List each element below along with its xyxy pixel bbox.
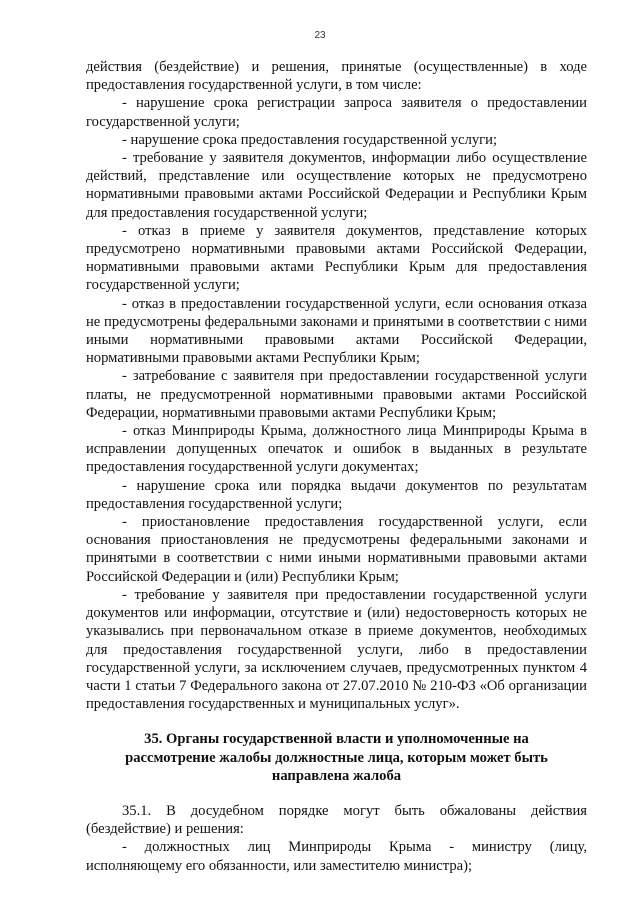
list-item-issuance-violation: - нарушение срока или порядка выдачи документов по результатам предоставления государственной услуги; (86, 477, 587, 512)
list-item-deadline-violation: - нарушение срока предоставления государственной услуги; (122, 131, 498, 148)
list-item-missing-documents-demand: - требование у заявителя при предоставлении государственной услуги документов или информации, отсутствие и (или) недостоверность которых не указывались при первоначальном отказе в приеме документов, необходимых для предоставления государственной услуги, либо в предоставлении государственной услуги, за исключением случаев, предусмотренных пунктом 4 части 1 статьи 7 Федерального закона от 27.07.2010 № 210-ФЗ «Об организации предоставления государственных и муниципальных услуг». (86, 586, 587, 713)
list-item-refusal-of-service: - отказ в предоставлении государственной услуги, если основания отказа не предусмотрены федеральными законами и принятыми в соответствии с ними иными нормативными правовыми актами Российской Федерации, нормативными правовыми актами Республики Крым; (86, 295, 587, 367)
list-item-extra-documents-demand: - требование у заявителя документов, информации либо осуществление действий, представление или осуществление которых не предусмотрено нормативными правовыми актами Российской Федерации и Республики Крым для предоставления государственной услуги; (86, 150, 587, 221)
list-item-registration-violation: - нарушение срока регистрации запроса заявителя о предоставлении государственной услуги; (86, 95, 587, 130)
page-number: 23 (314, 30, 326, 41)
section-heading: 35. Органы государственной власти и уполномоченные на рассмотрение жалобы должностные лица, которым может быть направлена жалоба (125, 731, 548, 784)
list-item-correction-refusal: - отказ Минприроды Крыма, должностного лица Минприроды Крыма в исправлении допущенных опечаток и ошибок в выданных в результате предоставления государственной услуги документах; (86, 423, 587, 476)
list-item-refusal-to-accept-documents: - отказ в приеме у заявителя документов, представление которых предусмотрено нормативными правовыми актами Российской Федерации, нормативными правовыми актами Республики Крым для предоставления государственной услуги; (86, 222, 587, 294)
paragraph-intro: действия (бездействие) и решения, принятые (осуществленные) в ходе предоставления государственной услуги, в том числе: (86, 59, 587, 94)
list-item-officials: - должностных лиц Минприроды Крыма - министру (лицу, исполняющему его обязанности, или заместителю министра); (86, 839, 587, 874)
list-item-suspension: - приостановление предоставления государственной услуги, если основания приостановления не предусмотрены федеральными законами и принятыми в соответствии с ними иными нормативными правовыми актами Российской Федерации и (или) Республики Крым; (86, 514, 587, 585)
list-item-fee-demand: - затребование с заявителя при предоставлении государственной услуги платы, не предусмотренной нормативными правовыми актами Российской Федерации, нормативными правовыми актами Республики Крым; (86, 368, 587, 421)
paragraph-35-1: 35.1. В досудебном порядке могут быть обжалованы действия (бездействие) и решения: (86, 802, 587, 838)
document-body (86, 58, 587, 875)
